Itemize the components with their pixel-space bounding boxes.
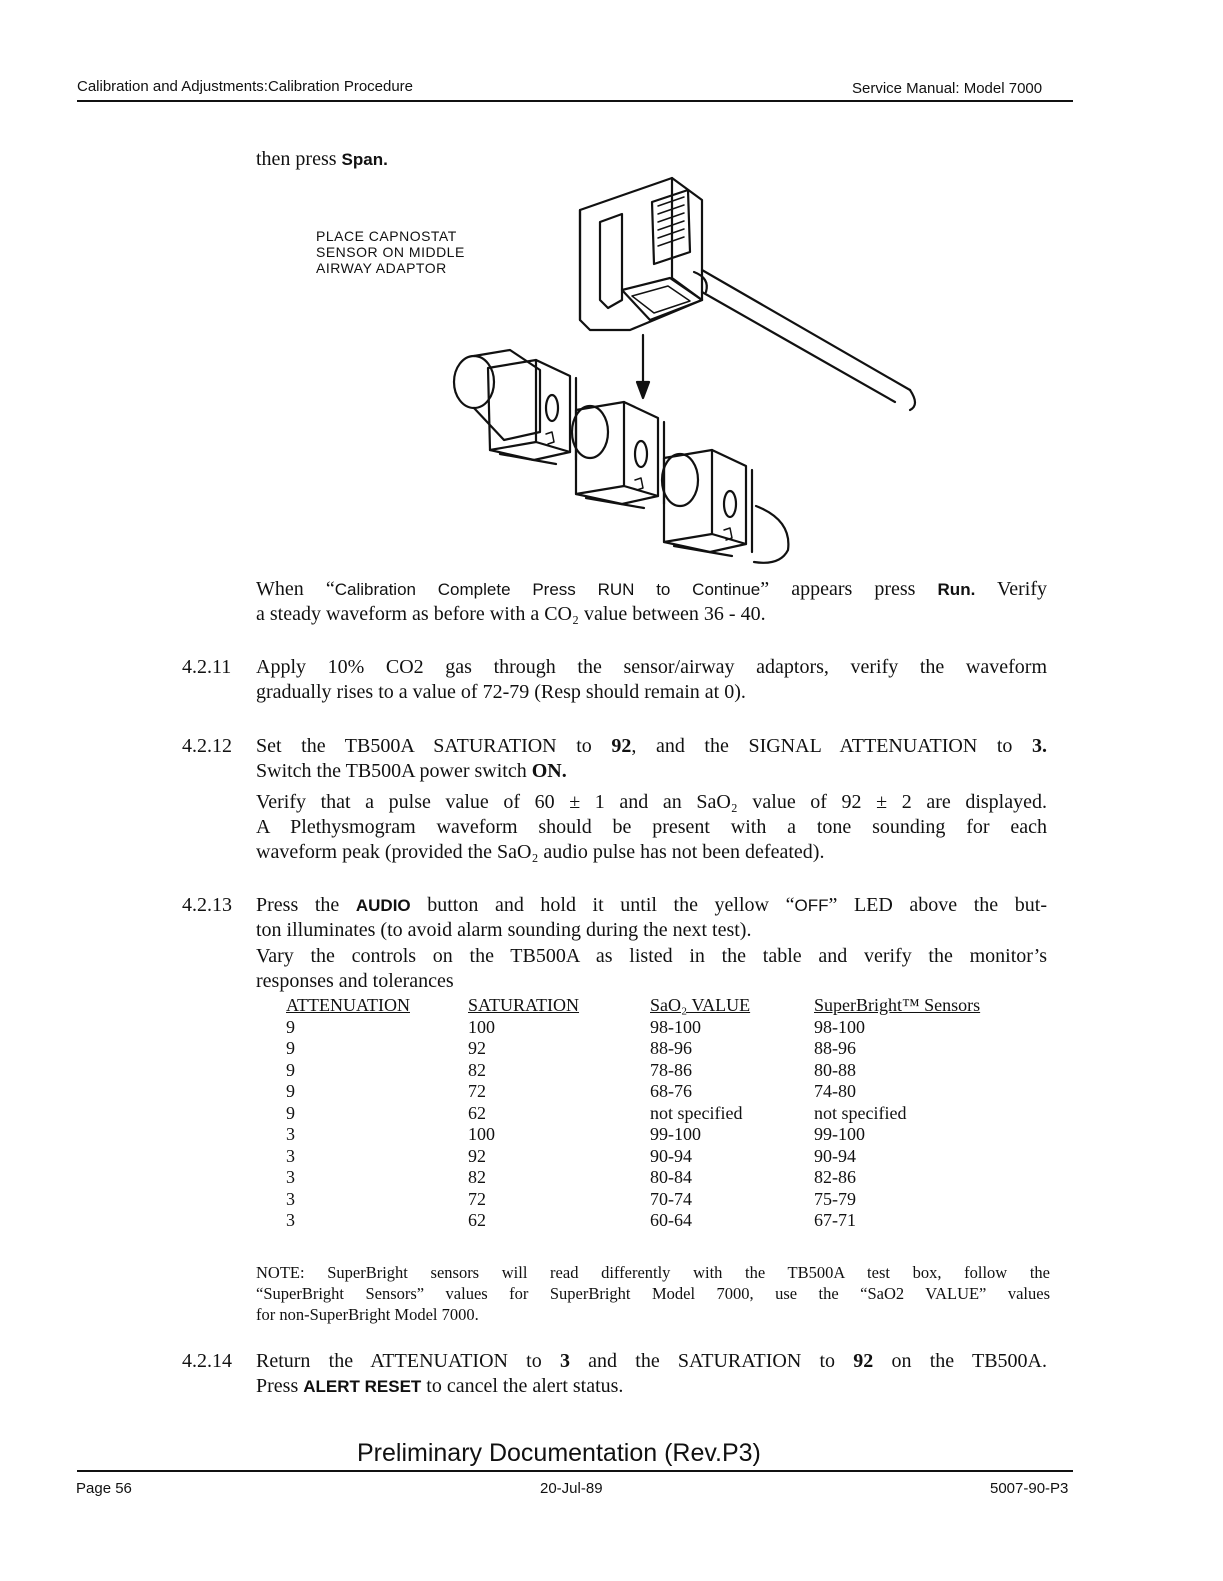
- step-4-2-13-line-3: Vary the controls on the TB500A as listed in the table and verify the monitor’s: [256, 945, 1047, 967]
- step-number: 4.2.13: [182, 894, 232, 916]
- screen-message: Calibration Complete Press RUN to Continue: [334, 580, 761, 599]
- cell: 90-94: [650, 1145, 692, 1166]
- intro-line: [256, 148, 388, 171]
- header-attenuation: ATTENUATION: [286, 995, 410, 1015]
- cell: 9: [286, 1081, 295, 1101]
- cell: 68-76: [650, 1081, 692, 1101]
- capnostat-sensor-illustration: [440, 170, 940, 570]
- cell: 99-100: [814, 1124, 865, 1144]
- table-row: [286, 1124, 980, 1146]
- cell: 88-96: [814, 1038, 856, 1058]
- cell: 100: [468, 1124, 495, 1144]
- cell: 3: [286, 1210, 295, 1230]
- table-row: [286, 1017, 980, 1039]
- cell: 70-74: [650, 1188, 692, 1209]
- cell: 9: [286, 1059, 295, 1080]
- cell: 88-96: [650, 1038, 692, 1058]
- text-run: Verify: [975, 578, 1048, 600]
- superbright-note: [256, 1262, 1050, 1325]
- alert-reset-key-label: ALERT RESET: [303, 1377, 422, 1396]
- bold-value: 3: [559, 1350, 570, 1372]
- table-row: [286, 1167, 980, 1189]
- footer-date: 20-Jul-89: [540, 1480, 603, 1497]
- step-4-2-12-line-5: waveform peak (provided the SaO₂ audio pulse has not been defeated).: [256, 841, 825, 863]
- tolerance-table: [286, 995, 980, 1232]
- preliminary-banner: Preliminary Documentation (Rev.P3): [357, 1439, 761, 1467]
- step-4-2-12-line-2: [256, 760, 567, 783]
- cell: not specified: [814, 1102, 907, 1123]
- header-saturation: SATURATION: [468, 995, 580, 1015]
- cell: 80-84: [650, 1167, 692, 1187]
- text-run: Set the TB500A SATURATION to: [256, 735, 612, 757]
- step-number: 4.2.14: [182, 1350, 232, 1372]
- figure-label-line: AIRWAY ADAPTOR: [316, 260, 447, 276]
- step-number: 4.2.12: [182, 735, 232, 757]
- text-run: Return the ATTENUATION to: [256, 1350, 560, 1372]
- step-4-2-12-line-4: A Plethysmogram waveform should be present with a tone sounding for each: [256, 816, 1047, 838]
- span-key-label: Span.: [341, 150, 388, 169]
- step-4-2-11-line-1: Apply 10% CO2 gas through the sensor/airway adaptors, verify the waveform: [256, 656, 1047, 678]
- cell: 9: [286, 1038, 295, 1058]
- bold-value: 92: [611, 735, 632, 757]
- figure-label-line: PLACE CAPNOSTAT: [316, 228, 457, 244]
- cell: 75-79: [814, 1188, 856, 1209]
- text-run: ” appears press: [760, 578, 938, 600]
- table-row: [286, 1081, 980, 1103]
- text-run: and the SATURATION to: [569, 1350, 854, 1372]
- cell: 3: [286, 1145, 295, 1166]
- step-4-2-13-line-2: ton illuminates (to avoid alarm sounding during the next test).: [256, 919, 752, 941]
- text-run: on the TB500A.: [873, 1350, 1047, 1372]
- cell: 82: [468, 1167, 486, 1187]
- off-led-label: OFF: [794, 896, 829, 915]
- cell: 80-88: [814, 1059, 856, 1080]
- document-number: 5007-90-P3: [990, 1480, 1069, 1497]
- cell: 62: [468, 1210, 486, 1230]
- figure-label-line: SENSOR ON MIDDLE: [316, 244, 465, 260]
- text-run: , and the SIGNAL ATTENUATION to: [631, 735, 1033, 757]
- header-section-title: Calibration and Adjustments:Calibration Procedure: [77, 78, 414, 95]
- cell: 3: [286, 1167, 295, 1187]
- text-run: Press the: [256, 894, 356, 916]
- step-4-2-13-line-4: responses and tolerances: [256, 970, 454, 992]
- step-4-2-12-line-3: Verify that a pulse value of 60 ± 1 and an SaO₂ value of 92 ± 2 are displayed.: [256, 791, 1047, 813]
- note-line: for non-SuperBright Model 7000.: [256, 1305, 479, 1324]
- step-4-2-11-line-2: gradually rises to a value of 72-79 (Resp should remain at 0).: [256, 681, 746, 703]
- text-run: ” LED above the but-: [828, 894, 1047, 916]
- text-run: button and hold it until the yellow “: [410, 894, 795, 916]
- cell: 62: [468, 1102, 486, 1123]
- cell: 3: [286, 1124, 295, 1144]
- steady-waveform-line: a steady waveform as before with a CO₂ value between 36 - 40.: [256, 603, 766, 625]
- cell: 82: [468, 1059, 486, 1080]
- cell: 9: [286, 1102, 295, 1123]
- cell: not specified: [650, 1102, 743, 1123]
- step-4-2-13-line-1: [256, 894, 1047, 917]
- cell: 90-94: [814, 1145, 856, 1166]
- table-row: [286, 1060, 980, 1082]
- cell: 92: [468, 1145, 486, 1166]
- cell: 60-64: [650, 1210, 692, 1230]
- table-row: [286, 1146, 980, 1168]
- cell: 99-100: [650, 1124, 701, 1144]
- text-run: Press: [256, 1375, 304, 1397]
- header-manual-title: Service Manual: Model 7000: [852, 80, 1043, 97]
- step-4-2-14-line-1: [256, 1350, 1047, 1373]
- text-run: Switch the TB500A power switch: [256, 760, 532, 782]
- text-run: to cancel the alert status.: [421, 1375, 624, 1397]
- cell: 100: [468, 1016, 495, 1037]
- cell: 78-86: [650, 1059, 692, 1080]
- header-rule: [77, 100, 1073, 102]
- footer-rule: [77, 1470, 1073, 1472]
- note-line: “SuperBright Sensors” values for SuperBright Model 7000, use the “SaO2 VALUE” values: [256, 1284, 1050, 1303]
- intro-text: then press: [256, 148, 342, 170]
- bold-value: 3.: [1032, 735, 1048, 757]
- cell: 9: [286, 1016, 295, 1037]
- page-number: Page 56: [76, 1480, 132, 1497]
- calibration-complete-line: [256, 578, 1047, 601]
- header-superbright: SuperBright™ Sensors: [814, 995, 981, 1015]
- table-header-row: [286, 995, 980, 1017]
- step-4-2-12-line-1: [256, 735, 1047, 758]
- cell: 72: [468, 1081, 486, 1101]
- table-row: [286, 1103, 980, 1125]
- note-line: NOTE: SuperBright sensors will read differently with the TB500A test box, follow the: [256, 1263, 1050, 1282]
- table-row: [286, 1210, 980, 1232]
- text-run: When “: [256, 578, 335, 600]
- cell: 72: [468, 1188, 486, 1209]
- header-sao2-value: SaO₂ VALUE: [650, 995, 751, 1015]
- cell: 67-71: [814, 1210, 856, 1230]
- table-row: [286, 1038, 980, 1060]
- step-4-2-14-line-2: [256, 1375, 623, 1398]
- cell: 82-86: [814, 1167, 856, 1187]
- cell: 92: [468, 1038, 486, 1058]
- bold-value: ON.: [531, 760, 567, 782]
- cell: 74-80: [814, 1081, 856, 1101]
- cell: 3: [286, 1188, 295, 1209]
- run-key-label: Run.: [937, 580, 976, 599]
- cell: 98-100: [814, 1016, 865, 1037]
- bold-value: 92: [853, 1350, 874, 1372]
- step-number: 4.2.11: [182, 656, 232, 678]
- table-row: [286, 1189, 980, 1211]
- cell: 98-100: [650, 1016, 701, 1037]
- audio-key-label: AUDIO: [355, 896, 411, 915]
